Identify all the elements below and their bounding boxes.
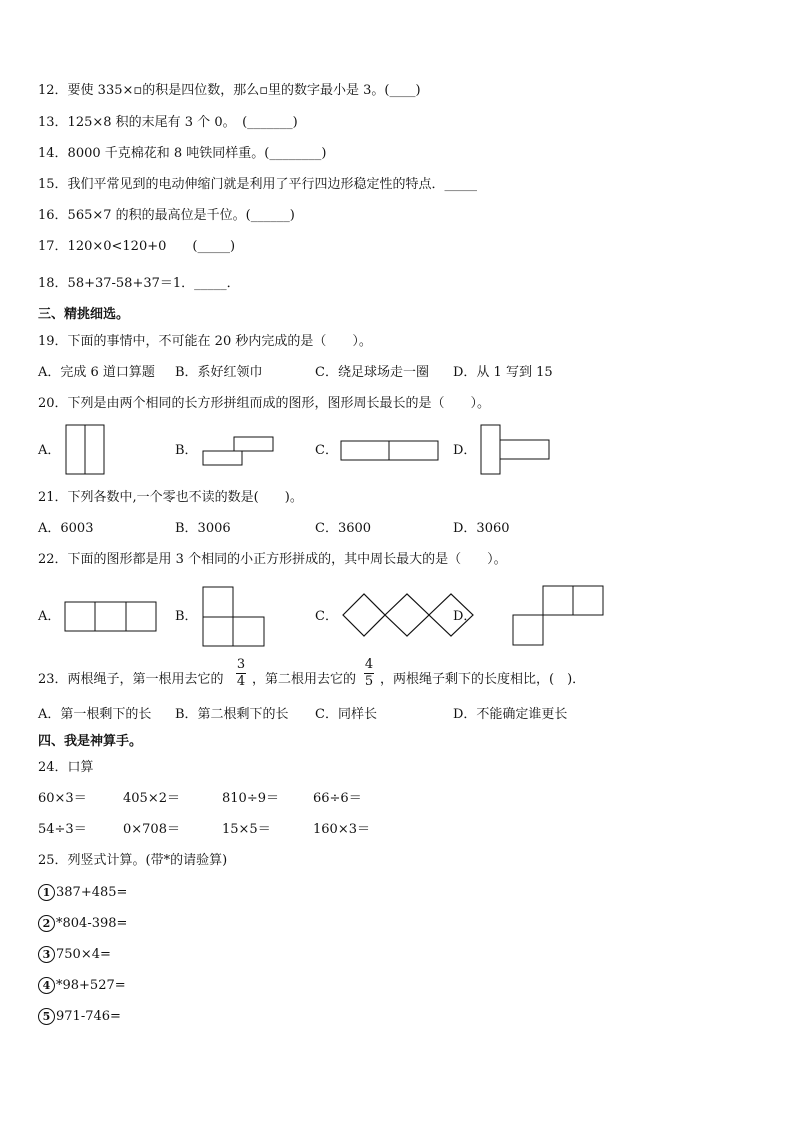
mental-calc-item: 15×5＝ — [222, 822, 271, 837]
q22-label-b: B． — [175, 609, 198, 624]
circled-number: 4 — [38, 977, 55, 994]
circled-number: 5 — [38, 1008, 55, 1025]
q20-figure-b — [202, 436, 276, 468]
question-15: 15．我们平常见到的电动伸缩门就是利用了平行四边形稳定性的特点．_____ — [38, 177, 478, 192]
q20-label-a: A． — [38, 443, 61, 458]
q20-label-d: D． — [453, 443, 477, 458]
q20-figure-a — [65, 424, 105, 476]
q19-option-b: B．系好红领巾 — [175, 365, 263, 380]
q20-label-b: B． — [175, 443, 198, 458]
vertical-calc-item-3 — [38, 946, 111, 964]
mental-calc-item: 810÷9＝ — [222, 791, 279, 806]
vertical-calc-item-4 — [38, 977, 126, 995]
fraction-numerator: 4 — [364, 657, 374, 672]
question-18: 18．58+37-58+37＝1．_____． — [38, 276, 240, 291]
q22-figure-a — [64, 601, 158, 633]
calc-expression: *804-398= — [56, 916, 128, 931]
mental-calc-item: 60×3＝ — [38, 791, 87, 806]
fraction-three-quarters — [233, 658, 249, 689]
q23-option-b: B．第二根剩下的长 — [175, 707, 289, 722]
calc-expression: 387+485= — [56, 885, 128, 900]
question-16: 16．565×7 的积的最高位是千位。(______) — [38, 208, 295, 223]
q23-option-c: C．同样长 — [315, 707, 377, 722]
question-25-stem: 25．列竖式计算。(带*的请验算) — [38, 853, 228, 868]
question-21-stem: 21．下列各数中,一个零也不读的数是( )。 — [38, 490, 303, 505]
section-3-heading: 三、精挑细选。 — [38, 307, 130, 322]
mental-calc-item: 160×3＝ — [313, 822, 370, 837]
q22-label-d: D． — [453, 609, 477, 624]
q23-option-a: A．第一根剩下的长 — [38, 707, 152, 722]
circled-number: 2 — [38, 915, 55, 932]
q22-figure-d — [512, 585, 606, 647]
mental-calc-item: 66÷6＝ — [313, 791, 362, 806]
q21-option-b: B．3006 — [175, 521, 231, 536]
q20-figure-c — [340, 440, 440, 462]
mental-calc-item: 0×708＝ — [123, 822, 180, 837]
q22-label-a: A． — [38, 609, 61, 624]
vertical-calc-item-1 — [38, 884, 127, 902]
question-12: 12．要使 335×▫的积是四位数，那么▫里的数字最小是 3。(____) — [38, 83, 421, 98]
calc-expression: *98+527= — [56, 978, 126, 993]
calc-expression: 971-746= — [56, 1009, 121, 1024]
q19-option-c: C．绕足球场走一圈 — [315, 365, 429, 380]
question-23-part2: ，第二根用去它的 — [252, 672, 357, 687]
question-23-part1: 23．两根绳子，第一根用去它的 — [38, 672, 224, 687]
fraction-numerator: 3 — [236, 657, 246, 672]
question-20-stem: 20．下列是由两个相同的长方形拼组而成的图形，图形周长最长的是（ ）。 — [38, 396, 491, 411]
q21-option-a: A．6003 — [38, 521, 94, 536]
mental-calc-item: 405×2＝ — [123, 791, 180, 806]
calc-expression: 750×4= — [56, 947, 111, 962]
q19-option-a: A．完成 6 道口算题 — [38, 365, 155, 380]
fraction-denominator: 5 — [364, 674, 374, 689]
question-14: 14．8000 千克棉花和 8 吨铁同样重。(________) — [38, 146, 327, 161]
q20-label-c: C． — [315, 443, 338, 458]
section-4-heading: 四、我是神算手。 — [38, 734, 143, 749]
q21-option-c: C．3600 — [315, 521, 372, 536]
q21-option-d: D．3060 — [453, 521, 510, 536]
q19-option-d: D．从 1 写到 15 — [453, 365, 553, 380]
q22-figure-b — [202, 586, 267, 648]
q22-label-c: C． — [315, 609, 338, 624]
fraction-denominator: 4 — [236, 674, 246, 689]
circled-number: 3 — [38, 946, 55, 963]
fraction-four-fifths — [361, 658, 377, 689]
question-17: 17．120×0<120+0 (_____) — [38, 239, 236, 254]
question-23-part3: ，两根绳子剩下的长度相比，( )． — [380, 672, 586, 687]
question-22-stem: 22．下面的图形都是用 3 个相同的小正方形拼成的，其中周长最大的是（ ）。 — [38, 552, 507, 567]
circled-number: 1 — [38, 884, 55, 901]
question-24-stem: 24．口算 — [38, 760, 94, 775]
vertical-calc-item-5 — [38, 1008, 121, 1026]
q20-figure-d — [480, 424, 552, 476]
mental-calc-item: 54÷3＝ — [38, 822, 87, 837]
question-13: 13．125×8 积的末尾有 3 个 0。 (_______) — [38, 115, 298, 130]
vertical-calc-item-2 — [38, 915, 127, 933]
q23-option-d: D．不能确定谁更长 — [453, 707, 568, 722]
question-19-stem: 19．下面的事情中，不可能在 20 秒内完成的是（ ）。 — [38, 334, 372, 349]
